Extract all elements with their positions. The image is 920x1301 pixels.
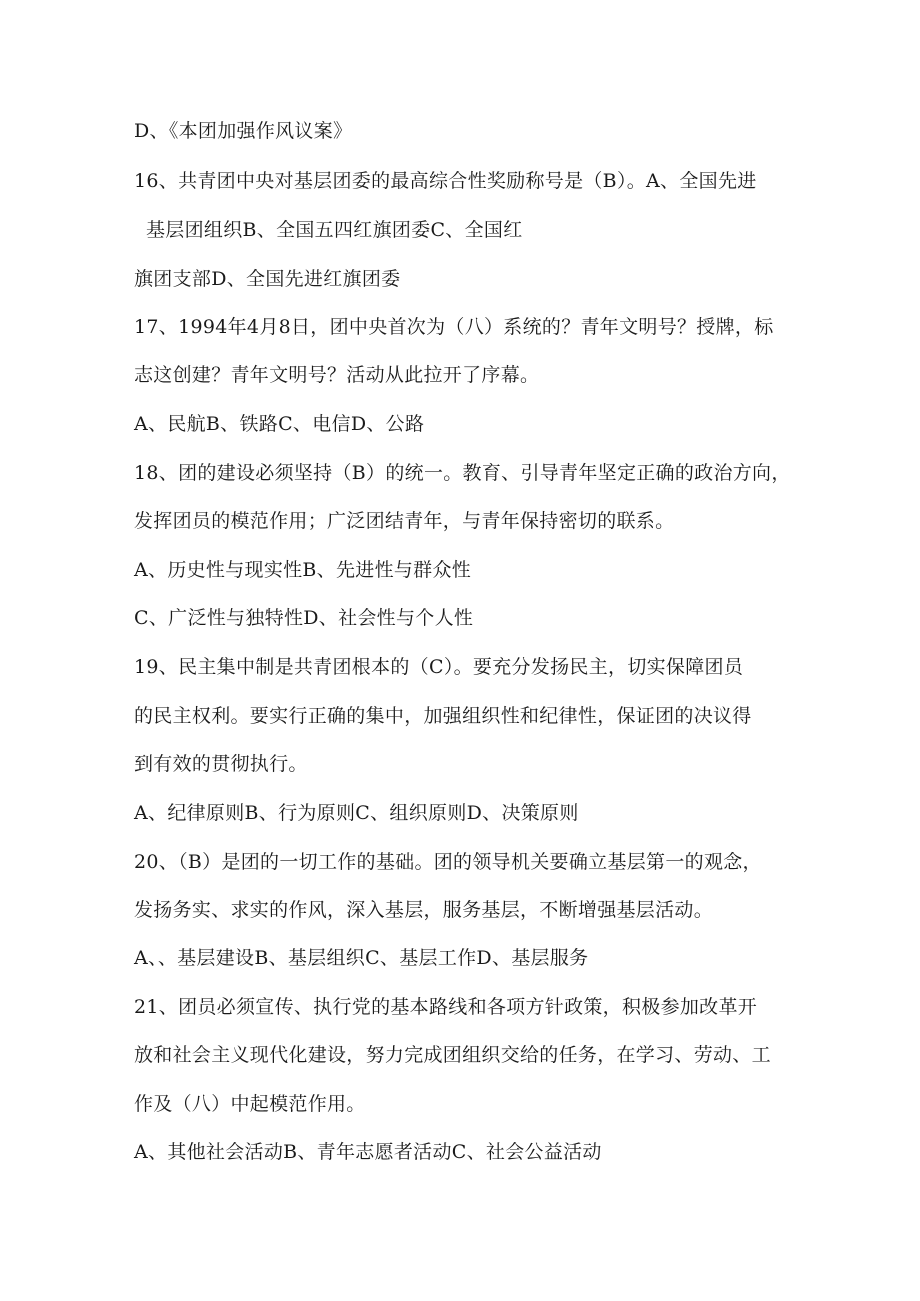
answer-options: A、历史性与现实性B、先进性与群众性 [134, 559, 472, 581]
question-20-text: 20、（B）是团的一切工作的基础。团的领导机关要确立基层第一的观念， [134, 851, 762, 873]
answer-options: A、民航B、铁路C、电信D、公路 [134, 413, 425, 435]
text-line: 的民主权利。要实行正确的集中，加强组织性和纪律性，保证团的决议得 [134, 705, 752, 727]
text-line: 到有效的贯彻执行。 [134, 753, 308, 775]
text-line: 旗团支部D、全国先进红旗团委 [134, 268, 401, 290]
text-line: 放和社会主义现代化建设，努力完成团组织交给的任务，在学习、劳动、工 [134, 1044, 771, 1066]
question-16-text: 16、共青团中央对基层团委的最高综合性奖励称号是（B）。A、全国先进 [134, 170, 757, 192]
text-line: 基层团组织B、全国五四红旗团委C、全国红 [146, 219, 523, 241]
answer-options: A、纪律原则B、行为原则C、组织原则D、决策原则 [134, 802, 579, 824]
answer-options: A、其他社会活动B、青年志愿者活动C、社会公益活动 [134, 1141, 602, 1163]
text-line: 发扬务实、求实的作风，深入基层，服务基层，不断增强基层活动。 [134, 899, 714, 921]
question-21-text: 21、团员必须宣传、执行党的基本路线和各项方针政策，积极参加改革开 [134, 996, 758, 1018]
text-line: 作及（八）中起模范作用。 [134, 1093, 366, 1115]
question-18-text: 18、团的建设必须坚持（B）的统一。教育、引导青年坚定正确的政治方向， [134, 462, 791, 484]
answer-options: C、广泛性与独特性D、社会性与个人性 [134, 607, 474, 629]
text-line: 志这创建？青年文明号？活动从此拉开了序幕。 [134, 364, 540, 386]
question-19-text: 19、民主集中制是共青团根本的（C）。要充分发扬民主，切实保障团员 [134, 656, 744, 678]
answer-options: A、、基层建设B、基层组织C、基层工作D、基层服务 [134, 947, 589, 969]
question-17-text: 17、1994年4月8日，团中央首次为（八）系统的？青年文明号？授牌，标 [134, 316, 774, 338]
text-line: 发挥团员的模范作用；广泛团结青年，与青年保持密切的联系。 [134, 510, 675, 532]
text-line: D、《本团加强作风议案》 [134, 120, 353, 142]
